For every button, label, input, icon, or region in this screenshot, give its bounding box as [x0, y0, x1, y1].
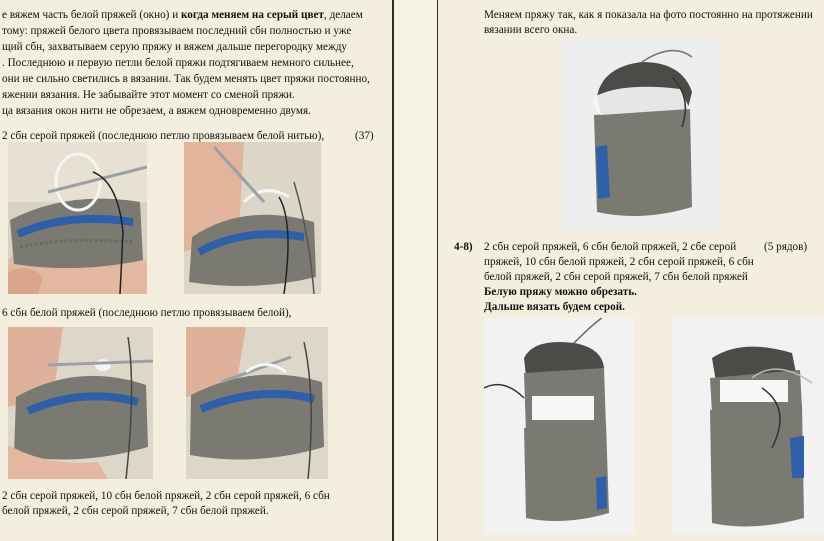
step-line3: белой пряжей, 2 сбн серой пряжей, 7 сбн белой пряжей: [484, 271, 748, 283]
note-continue-gray: Дальше вязать будем серой.: [484, 301, 625, 313]
right-page: [438, 0, 824, 541]
row2-instruction: 6 сбн белой пряжей (последнюю петлю провязываем белой),: [2, 307, 292, 319]
left-page: [0, 0, 392, 541]
intro-line1: Меняем пряжу так, как я показала на фото постоянно на протяжении: [484, 9, 813, 21]
text-segment: щий сбн, захватываем серую пряжу и вяжем дальше перегородку между: [2, 41, 348, 53]
photo-step1-a: [8, 142, 147, 294]
intro-paragraph-line: [2, 8, 363, 23]
step-row-count: (5 рядов): [764, 241, 808, 253]
row3-instruction-line2: белой пряжей, 2 сбн серой пряжей, 7 сбн белой пряжей.: [2, 505, 269, 517]
text-segment: они не сильно светились в вязании. Так будем менять цвет пряжи постоянно,: [2, 73, 370, 85]
text-segment: ца вязания окон нити не обрезаем, а вяжем одновременно двумя.: [2, 105, 311, 117]
intro-line2: вязании всего окна.: [484, 24, 578, 36]
text-segment: е вяжем часть белой пряжей (окно) и: [2, 9, 181, 21]
intro-paragraph-line: [2, 40, 347, 55]
text-segment: . Последнюю и первую петли белой пряжи подтягиваем немного сильнее,: [2, 57, 354, 69]
page-gutter: [392, 0, 438, 541]
photo-step2-b: [186, 327, 328, 479]
text-segment: тому: пряжей белого цвета провязываем последний сбн полностью и уже: [2, 25, 352, 37]
text-segment: , делаем: [323, 9, 363, 21]
step-line2: пряжей, 10 сбн белой пряжей, 2 сбн серой пряжей, 6 сбн: [484, 256, 754, 268]
step-number: 4-8): [454, 241, 473, 253]
step-line1: 2 сбн серой пряжей, 6 сбн белой пряжей, 2 сбе серой: [484, 241, 737, 253]
row3-instruction-line1: 2 сбн серой пряжей, 10 сбн белой пряжей, 2 сбн серой пряжей, 6 сбн: [2, 490, 330, 502]
photo-window-progress: [562, 37, 719, 232]
intro-paragraph-line: [2, 88, 295, 103]
note-cut-white: Белую пряжу можно обрезать.: [484, 286, 637, 298]
row1-instruction: 2 сбн серой пряжей (последнюю петлю провязываем белой нитью),: [2, 130, 325, 142]
text-segment: когда меняем на серый цвет: [180, 9, 324, 21]
left-page-edge: [392, 0, 394, 541]
photo-after-step-b: [672, 318, 824, 534]
intro-paragraph-line: [2, 72, 370, 87]
row1-stitch-count: (37): [355, 130, 374, 142]
text-segment: яжении вязания. Не забывайте этот момент со сменой пряжи.: [2, 89, 295, 101]
intro-paragraph-line: [2, 24, 351, 39]
photo-step2-a: [8, 327, 153, 479]
intro-paragraph-line: [2, 104, 311, 119]
photo-step1-b: [184, 142, 321, 294]
photo-after-step-a: [484, 318, 634, 534]
intro-paragraph-line: [2, 56, 354, 71]
